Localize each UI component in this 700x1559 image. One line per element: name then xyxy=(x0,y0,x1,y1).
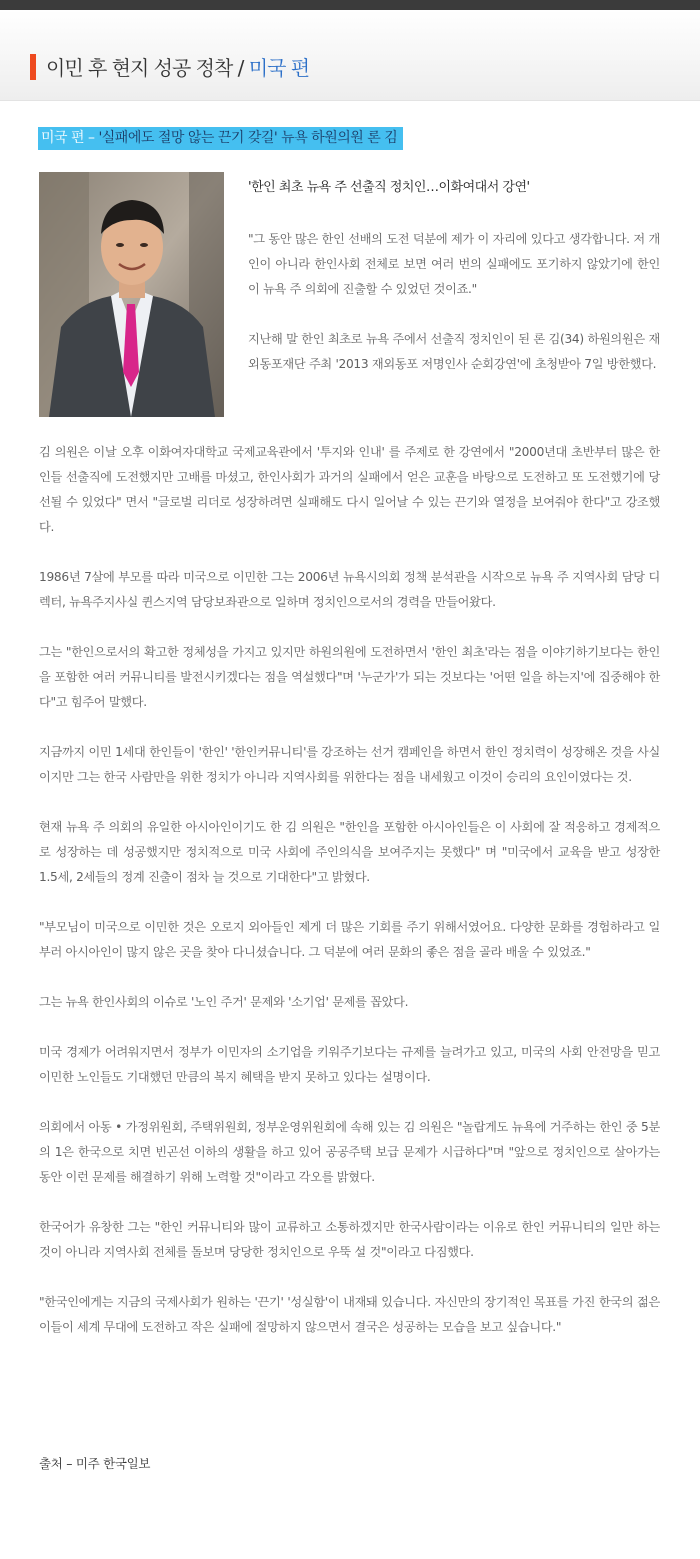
intro-quote-paragraph: "그 동안 많은 한인 선배의 도전 덕분에 제가 이 자리에 있다고 생각합니다. 저 개인이 아니라 한인사회 전체로 보면 여러 번의 실패에도 포기하지 않았기에 한인이 뉴욕 주 의회에 진출할 수 있었던 것이죠." xyxy=(248,232,660,296)
intro-paragraph: 지난해 말 한인 최초로 뉴욕 주에서 선출직 정치인이 된 론 김(34) 하원의원은 재외동포재단 주최 '2013 재외동포 저명인사 순회강연'에 초청받아 7일 방한했다. xyxy=(248,332,660,371)
portrait-illustration xyxy=(39,172,224,417)
body-paragraph: 1986년 7살에 부모를 따라 미국으로 이민한 그는 2006년 뉴욕시의회 정책 분석관을 시작으로 뉴욕 주 지역사회 담당 디렉터, 뉴욕주지사실 퀸스지역 담당보좌관으로 일하며 정치인으로서의 경력을 만들어왔다. xyxy=(39,570,660,609)
body-paragraph: 한국어가 유창한 그는 "한인 커뮤니티와 많이 교류하고 소통하겠지만 한국사람이라는 이유로 한인 커뮤니티의 일만 하는 것이 아니라 지역사회 전체를 돌보며 당당한 정치인으로 우뚝 설 것"이라고 다짐했다. xyxy=(39,1220,660,1259)
body-paragraph: 미국 경제가 어려워지면서 정부가 이민자의 소기업을 키워주기보다는 규제를 늘려가고 있고, 미국의 사회 안전망을 믿고 이민한 노인들도 기대했던 만큼의 복지 혜택을 받지 못하고 있다는 설명이다. xyxy=(39,1045,660,1084)
article-subhead: '한인 최초 뉴욕 주 선출직 정치인…이화여대서 강연' xyxy=(248,180,530,195)
page-title xyxy=(46,52,309,81)
article-label: 미국 편 – xyxy=(41,130,99,146)
article-body xyxy=(39,440,660,1365)
body-paragraph: 김 의원은 이날 오후 이화여자대학교 국제교육관에서 '투지와 인내' 를 주제로 한 강연에서 "2000년대 초반부터 많은 한인들 선출직에 도전했지만 고배를 마셨고, 한인사회가 과거의 실패에서 얻은 교훈을 바탕으로 도전하고 또 도전했기에 당선될 수 있었다" 면서 "글로벌 리더로 성장하려면 실패해도 다시 일어날 수 있는 끈기와 열정을 보여줘야 한다"고 강조했다. xyxy=(39,445,660,534)
body-paragraph: 그는 "한인으로서의 확고한 정체성을 가지고 있지만 하원의원에 도전하면서 '한인 최초'라는 점을 이야기하기보다는 한인을 포함한 여러 커뮤니티를 발전시키겠다는 점을 역설했다"며 '누군가'가 되는 것보다는 '어떤 일을 하는지'에 집중해야 한다"고 힘주어 말했다. xyxy=(39,645,660,709)
body-paragraph: 지금까지 이민 1세대 한인들이 '한인' '한인커뮤니티'를 강조하는 선거 캠페인을 하면서 한인 정치력이 성장해온 것을 사실이지만 그는 한국 사람만을 위한 정치가 아니라 지역사회를 위한다는 점을 내세웠고 이것이 승리의 요인이였다는 것. xyxy=(39,745,660,784)
body-paragraph: 그는 뉴욕 한인사회의 이슈로 '노인 주거' 문제와 '소기업' 문제를 꼽았다. xyxy=(39,995,409,1009)
body-paragraph: "한국인에게는 지금의 국제사회가 원하는 '끈기' '성실함'이 내재돼 있습니다. 자신만의 장기적인 목표를 가진 한국의 젊은이들이 세계 무대에 도전하고 작은 실패에 절망하지 않으면서 결국은 성공하는 모습을 보고 싶습니다." xyxy=(39,1295,660,1334)
article-headline-banner xyxy=(38,127,403,150)
portrait-photo xyxy=(39,172,224,417)
article-headline: '실패에도 절망 않는 끈기 갖길' 뉴욕 하원의원 론 김 xyxy=(98,130,398,146)
page-title-prefix: 이민 후 현지 성공 정착 / xyxy=(46,56,249,80)
body-paragraph: "부모님이 미국으로 이민한 것은 오로지 외아들인 제게 더 많은 기회를 주기 위해서였어요. 다양한 문화를 경험하라고 일부러 아시아인이 많지 않은 곳을 찾아 다니셨습니다. 그 덕분에 여러 문화의 좋은 점을 골라 배울 수 있었죠." xyxy=(39,920,660,959)
header-accent-bar xyxy=(30,54,36,80)
article-source: 출처 – 미주 한국일보 xyxy=(39,1456,151,1471)
page-header xyxy=(0,10,700,101)
page-title-highlight: 미국 편 xyxy=(248,56,310,80)
body-paragraph: 현재 뉴욕 주 의회의 유일한 아시아인이기도 한 김 의원은 "한인을 포함한 아시아인들은 이 사회에 잘 적응하고 경제적으로 성장하는 데 성공했지만 정치적으로 미국 사회에 주인의식을 보여주지는 못했다" 며 "미국에서 교육을 받고 성장한 1.5세, 2세들의 정계 진출이 점차 늘 것으로 기대한다"고 밝혔다. xyxy=(39,820,660,884)
top-bar xyxy=(0,0,700,10)
body-paragraph: 의회에서 아동 • 가정위원회, 주택위원회, 정부운영위원회에 속해 있는 김 의원은 "놀랍게도 뉴욕에 거주하는 한인 중 5분의 1은 한국으로 치면 빈곤선 이하의 생활을 하고 있어 공공주택 보급 문제가 시급하다"며 "앞으로 정치인으로 살아가는 동안 이런 문제를 해결하기 위해 노력할 것"이라고 각오를 밝혔다. xyxy=(39,1120,660,1184)
